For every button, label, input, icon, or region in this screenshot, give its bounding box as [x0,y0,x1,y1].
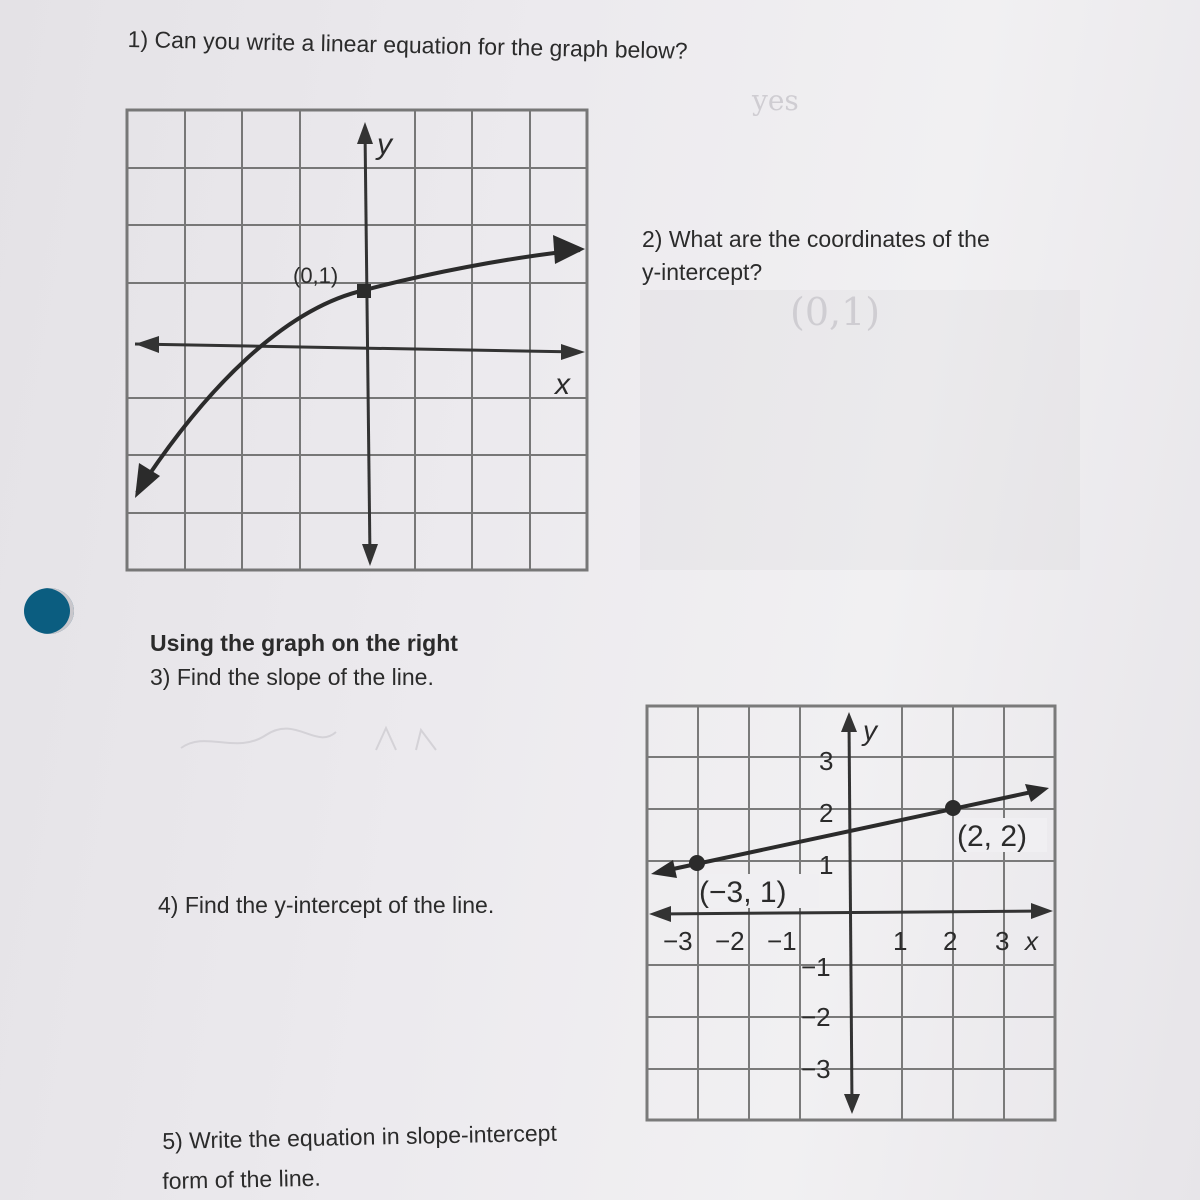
scribble-icon [176,720,476,760]
graph-2-y-tick: 3 [819,746,834,776]
graph-1-curve-arrow-right [553,235,585,264]
question-5-line-2: form of the line. [162,1164,322,1194]
graph-2-axes [649,712,1053,1114]
graph-2-y-label: y [863,715,877,746]
graph-2-point-a-label: (−3, 1) [699,876,787,909]
graph-2-point-a [689,855,705,871]
graph-1-point-label: (0,1) [293,263,339,288]
question-1: 1) Can you write a linear equation for the graph below? [127,26,688,64]
binder-hole [24,588,74,634]
graph-2-x-tick: −2 [715,926,745,956]
graph-2-x-tick: 3 [995,926,1010,956]
graph-2-point-b [945,800,961,816]
graph-2-x-tick: −3 [663,926,693,956]
graph-1-intercept-point [357,284,371,298]
graph-2-line-arrow-right [1025,784,1049,802]
graph-2-x-tick: −1 [767,926,797,956]
graph-1-x-label: x [555,368,570,401]
question-2-line-1: 2) What are the coordinates of the [642,226,990,252]
handwritten-answer-2: (0,1) [790,290,881,334]
question-5-line-1: 5) Write the equation in slope-intercept [162,1119,558,1154]
graph-2-line-arrow-left [651,860,677,878]
graph-1 [125,108,595,578]
handwritten-scribble-3 [176,720,476,768]
graph-2-point-b-label: (2, 2) [957,820,1028,853]
handwritten-answer-1: yes [752,84,799,117]
graph-2-x-tick: 1 [893,926,908,956]
graph-2-y-tick: −2 [801,1002,831,1032]
graph-1-y-label: y [377,128,392,161]
graph-1-axes [135,122,585,566]
section-heading: Using the graph on the right [150,630,458,656]
graph-2-x-tick: 2 [943,926,958,956]
graph-2-y-tick: 1 [819,850,834,880]
graph-1-grid [127,110,587,570]
graph-2-x-label: x [1025,926,1038,956]
graph-2-y-tick: 2 [819,798,834,828]
question-3: 3) Find the slope of the line. [150,664,434,690]
graph-1-curve-arrow-left [135,463,160,498]
graph-2 [643,702,1063,1127]
question-4: 4) Find the y-intercept of the line. [158,892,495,918]
graph-2-y-tick: −3 [801,1054,831,1084]
graph-2-y-tick: −1 [801,952,831,982]
question-2-line-2: y-intercept? [642,259,763,285]
